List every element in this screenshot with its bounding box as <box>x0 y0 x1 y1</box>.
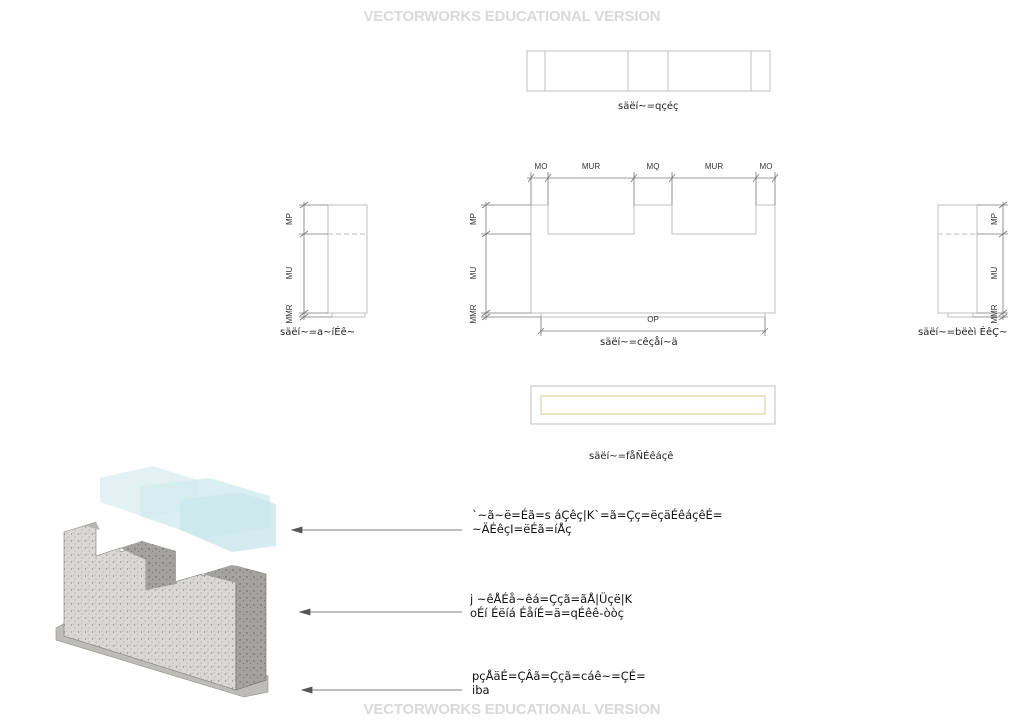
callout-glass-line1: `~ã~ë=Éã=s áÇêç|K`=ã=Çç=ëçäÉêáçêÉ= <box>472 508 723 522</box>
dim-top-1: MUR <box>581 162 601 171</box>
left-view <box>328 205 367 317</box>
dimension-lines <box>299 172 1008 336</box>
dim-top-3: MUR <box>704 162 724 171</box>
callout-plinth-line2: iba <box>472 683 490 697</box>
dim-left-v0: MP <box>285 213 294 225</box>
watermark-bottom: VECTORWORKS EDUCATIONAL VERSION <box>363 701 661 718</box>
dim-right-v2: MMR <box>990 304 999 324</box>
dim-top-2: MQ <box>646 162 660 171</box>
callout-wall-line1: j ~êÅÉå~êá=Ççã=ãÅ|Üçë|K <box>470 592 633 606</box>
bottom-view <box>531 386 775 424</box>
callout-plinth-line1: pçÅäÉ=ÇÂã=Ççã=cáê~=ÇÉ= <box>472 669 646 683</box>
callout-glass-line2: ~ÄÉêçI=ëÉã=íÅç <box>472 522 572 536</box>
label-right-view: säëí~=bëèì ÉêÇ~ <box>918 327 1008 338</box>
top-view <box>527 51 770 91</box>
dim-front-v2: MMR <box>469 304 478 324</box>
front-view <box>531 205 775 317</box>
dim-front-v1: MU <box>469 266 478 280</box>
label-left-view: säëí~=a~íÉê~ <box>280 327 356 338</box>
dim-top-0: MO <box>534 162 548 171</box>
label-front-view: säëí~=cêçåí~ä <box>600 337 678 348</box>
dim-top-4: MO <box>759 162 773 171</box>
callout-wall-line2: oÉí Éëíá ÉåíÉ=ä=qÉêê-òòç <box>470 606 624 620</box>
leader-arrows <box>292 527 462 693</box>
dim-front-v0: MP <box>469 213 478 225</box>
dimension-texts <box>285 162 999 324</box>
dim-right-v0: MP <box>990 213 999 225</box>
callout-wall <box>470 592 632 620</box>
dim-left-v2: MMR <box>285 304 294 324</box>
callout-glass <box>472 508 722 536</box>
label-top-view: säëí~=qçéç <box>618 101 679 112</box>
dim-left-v1: MU <box>285 266 294 280</box>
callout-plinth <box>472 669 646 697</box>
dim-right-v1: MU <box>990 266 999 280</box>
label-bottom-view: säëí~=fåÑÉêáçê <box>589 451 674 462</box>
right-view <box>938 205 977 317</box>
isometric-render <box>56 466 276 697</box>
dim-overall: OP <box>647 315 659 324</box>
watermark-top: VECTORWORKS EDUCATIONAL VERSION <box>363 8 661 25</box>
